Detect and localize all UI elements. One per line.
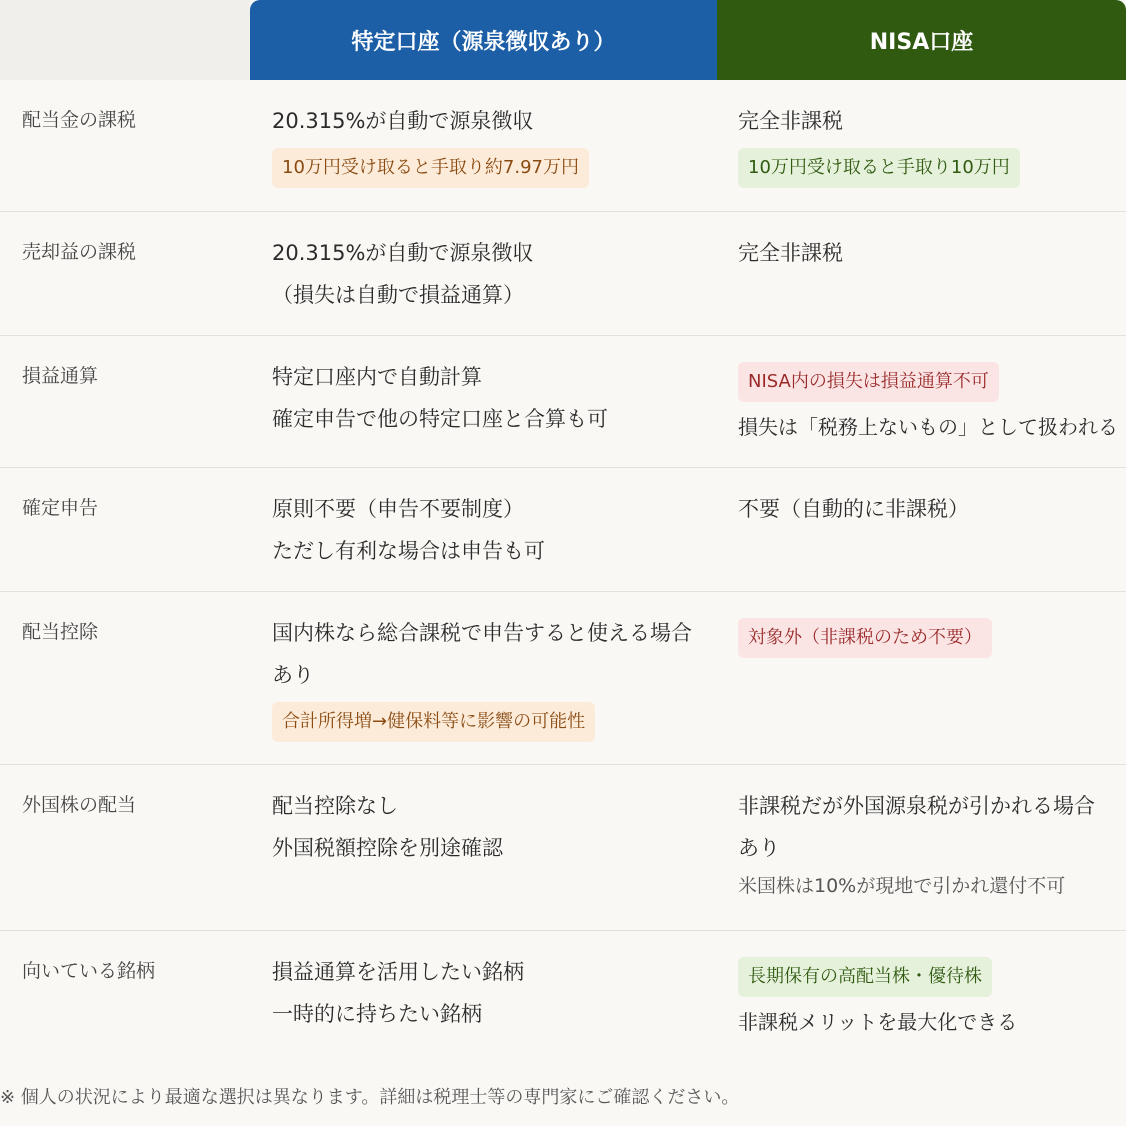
table-row <box>0 931 1126 1061</box>
cell-text: ただし有利な場合は申告も可 <box>272 539 545 563</box>
cell-text: 原則不要（申告不要制度） <box>272 497 524 521</box>
tokutei-cell <box>272 612 692 742</box>
cell-text: 損益通算を活用したい銘柄 <box>272 960 524 984</box>
warning-badge: 対象外（非課税のため不要） <box>738 618 992 658</box>
table-row <box>0 336 1126 468</box>
tokutei-cell <box>272 488 702 572</box>
footnote: ※ 個人の状況により最適な選択は異なります。詳細は税理士等の専門家にご確認ください。 <box>0 1087 740 1108</box>
cell-text: 特定口座内で自動計算 <box>272 365 482 389</box>
cell-text: 損失は「税務上ないもの」として扱われる <box>738 415 1118 439</box>
nisa-cell <box>738 957 1118 1043</box>
cell-text: 確定申告で他の特定口座と合算も可 <box>272 407 608 431</box>
nisa-cell <box>738 488 1118 530</box>
row-label: 向いている銘柄 <box>22 960 156 982</box>
cell-text: 完全非課税 <box>738 109 843 133</box>
row-label: 外国株の配当 <box>22 794 137 816</box>
cell-text: 非課税だが外国源泉税が引かれる場合あり <box>738 794 1095 860</box>
cell-text: 20.315%が自動で源泉徴収 <box>272 241 534 265</box>
note-badge: 合計所得増→健保料等に影響の可能性 <box>272 702 595 742</box>
table-row <box>0 212 1126 336</box>
tokutei-cell <box>272 785 702 869</box>
nisa-cell <box>738 618 1118 658</box>
nisa-cell <box>738 785 1098 903</box>
table-row <box>0 592 1126 765</box>
note-badge: 10万円受け取ると手取り10万円 <box>738 148 1020 188</box>
cell-text: （損失は自動で損益通算） <box>272 283 524 307</box>
table-header <box>0 0 1126 80</box>
tokutei-cell <box>272 951 702 1035</box>
table-row <box>0 80 1126 212</box>
table-row <box>0 468 1126 592</box>
header-tokutei: 特定口座（源泉徴収あり） <box>250 0 717 80</box>
cell-text: 完全非課税 <box>738 241 843 265</box>
row-label: 配当控除 <box>22 621 99 643</box>
cell-note: 米国株は10%が現地で引かれ還付不可 <box>738 875 1066 897</box>
recommend-badge: 長期保有の高配当株・優待株 <box>738 957 992 997</box>
cell-text: 20.315%が自動で源泉徴収 <box>272 109 534 133</box>
cell-text: 外国税額控除を別途確認 <box>272 836 503 860</box>
nisa-cell <box>738 362 1118 448</box>
row-label: 配当金の課税 <box>22 109 137 131</box>
header-empty-cell <box>0 0 250 80</box>
cell-text: 非課税メリットを最大化できる <box>738 1010 1018 1034</box>
row-label: 損益通算 <box>22 365 99 387</box>
cell-text: 一時的に持ちたい銘柄 <box>272 1002 482 1026</box>
nisa-cell <box>738 100 1118 188</box>
row-label: 売却益の課税 <box>22 241 137 263</box>
nisa-cell <box>738 232 1118 274</box>
cell-text: 配当控除なし <box>272 794 398 818</box>
note-badge: 10万円受け取ると手取り約7.97万円 <box>272 148 589 188</box>
tokutei-cell <box>272 232 702 316</box>
table-row <box>0 765 1126 931</box>
row-label: 確定申告 <box>22 497 99 519</box>
tokutei-cell <box>272 100 702 188</box>
warning-badge: NISA内の損失は損益通算不可 <box>738 362 999 402</box>
header-nisa: NISA口座 <box>717 0 1126 80</box>
cell-text: 不要（自動的に非課税） <box>738 497 969 521</box>
tokutei-cell <box>272 356 702 440</box>
cell-text: 国内株なら総合課税で申告すると使える場合あり <box>272 621 692 687</box>
